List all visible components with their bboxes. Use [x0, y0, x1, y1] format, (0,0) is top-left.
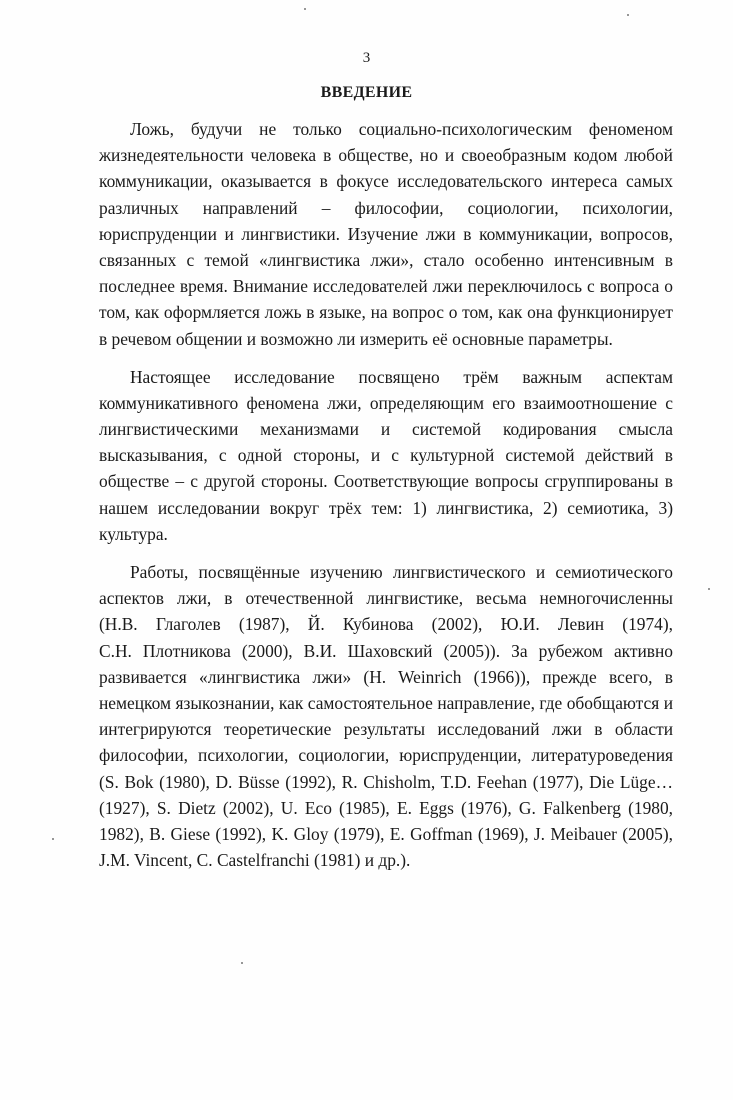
page-number: 3 [362, 50, 371, 66]
text-line: высказывания, с одной стороны, и с культурной системой действий в [99, 445, 673, 466]
scan-speck [708, 588, 710, 590]
scan-speck [627, 14, 629, 16]
scan-speck [304, 8, 306, 10]
text-line: (S. Bok (1980), D. Büsse (1992), R. Chisholm, T.D. Feehan (1977), Die Lüge… [99, 771, 673, 792]
paragraph-literature [99, 559, 673, 873]
paragraph-intro [99, 116, 673, 352]
text-line: (Н.В. Глаголев (1987), Й. Кубинова (2002), Ю.И. Левин (1974), [99, 614, 673, 635]
text-line: в речевом общении и возможно ли измерить её основные параметры. [99, 328, 613, 349]
text-line: немецком языкознании, как самостоятельное направление, где обобщаются и [99, 692, 673, 713]
text-line: философии, психологии, социологии, юриспруденции, литературоведения [99, 745, 673, 766]
text-line: аспектов лжи, в отечественной лингвистике, весьма немногочисленны [99, 588, 673, 609]
text-line: обществе – с другой стороны. Соответствующие вопросы сгруппированы в [99, 471, 673, 492]
text-line: различных направлений – философии, социологии, психологии, [99, 197, 673, 218]
text-line: развивается «лингвистика лжи» (H. Weinrich (1966)), прежде всего, в [99, 666, 673, 687]
text-line: жизнедеятельности человека в обществе, но и своеобразным кодом любой [99, 145, 673, 166]
body-text [99, 116, 673, 873]
text-line: (1927), S. Dietz (2002), U. Eco (1985), E. Eggs (1976), G. Falkenberg (1980, [99, 797, 673, 818]
text-line: Работы, посвящённые изучению лингвистического и семиотического [130, 562, 673, 582]
paragraph-gap [99, 547, 673, 559]
scan-speck [52, 838, 54, 840]
text-line: С.Н. Плотникова (2000), В.И. Шаховский (2005)). За рубежом активно [99, 640, 673, 661]
text-line: интегрируются теоретические результаты исследований лжи в области [99, 719, 673, 740]
scan-speck [241, 962, 243, 964]
page-title: ВВЕДЕНИЕ [320, 84, 413, 101]
text-line: J.M. Vincent, C. Castelfranchi (1981) и др.). [99, 850, 411, 871]
text-line: коммуникативного феномена лжи, определяющим его взаимоотношение с [99, 392, 673, 413]
text-line: Ложь, будучи не только социально-психологическим феноменом [130, 119, 673, 139]
text-line: 1982), B. Giese (1992), K. Gloy (1979), E. Goffman (1969), J. Meibauer (2005), [99, 823, 673, 844]
text-line: лингвистическими механизмами и системой кодирования смысла [99, 419, 673, 440]
text-line: последнее время. Внимание исследователей лжи переключилось с вопроса о [99, 276, 673, 297]
text-line: культура. [99, 523, 168, 544]
text-line: коммуникации, оказывается в фокусе исследовательского интереса самых [99, 171, 673, 192]
paragraph-research-focus [99, 364, 673, 547]
text-line: том, как оформляется ложь в языке, на вопрос о том, как она функционирует [99, 302, 673, 323]
text-line: связанных с темой «лингвистика лжи», стало особенно интенсивным в [99, 249, 673, 270]
text-line: Настоящее исследование посвящено трём важным аспектам [130, 366, 673, 387]
text-line: нашем исследовании вокруг трёх тем: 1) лингвистика, 2) семиотика, 3) [99, 497, 673, 518]
paragraph-gap [99, 352, 673, 364]
text-line: юриспруденции и лингвистики. Изучение лжи в коммуникации, вопросов, [99, 223, 673, 244]
